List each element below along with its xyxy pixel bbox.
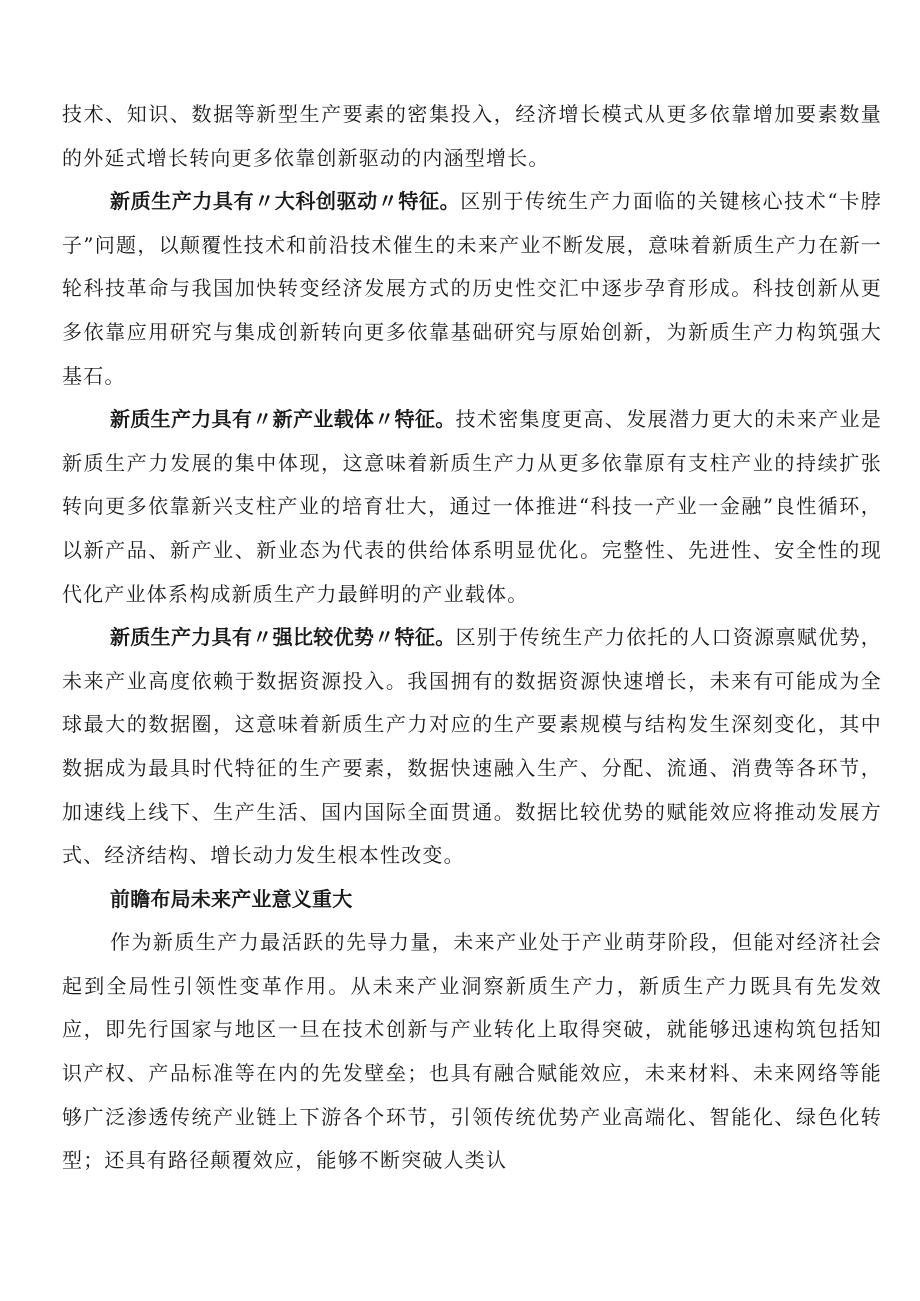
paragraph-continuation: [62, 93, 882, 180]
paragraph-text: 作为新质生产力最活跃的先导力量，未来产业处于产业萌芽阶段，但能对经济社会起到全局性引领性变革作用。从未来产业洞察新质生产力，新质生产力既具有先发效应，即先行国家与地区一旦在技术创新与产业转化上取得突破，就能够迅速构筑包括知识产权、产品标准等在内的先发壁垒；也具有融合赋能效应，未来材料、未来网络等能够广泛渗透传统产业链上下游各个环节，引领传统优势产业高端化、智能化、绿色化转型；还具有路径颠覆效应，能够不断突破人类认: [62, 930, 882, 1173]
section-heading: 前瞻布局未来产业意义重大: [110, 886, 353, 911]
paragraph-future-industry: [62, 921, 882, 1183]
paragraph-lead: 新质生产力具有〃新产业载体〃特征。: [110, 407, 456, 432]
paragraph-comparative-advantage: [62, 616, 882, 878]
paragraph-lead: 新质生产力具有〃大科创驱动〃特征。: [110, 189, 461, 214]
paragraph-text: 区别于传统生产力依托的人口资源禀赋优势，未来产业高度依赖于数据资源投入。我国拥有的数据资源快速增长，未来有可能成为全球最大的数据圈，这意味着新质生产力对应的生产要素规模与结构发生深刻变化，其中数据成为最具时代特征的生产要素，数据快速融入生产、分配、流通、消费等各环节，加速线上线下、生产生活、国内国际全面贯通。数据比较优势的赋能效应将推动发展方式、经济结构、增长动力发生根本性改变。: [62, 625, 883, 868]
paragraph-industry-carrier: [62, 398, 882, 616]
paragraph-text: 技术密集度更高、发展潜力更大的未来产业是新质生产力发展的集中体现，这意味着新质生产力从更多依靠原有支柱产业的持续扩张转向更多依靠新兴支柱产业的培育壮大，通过一体推进“科技一产业一金融”良性循环，以新产品、新产业、新业态为代表的供给体系明显优化。完整性、先进性、安全性的现代化产业体系构成新质生产力最鲜明的产业载体。: [62, 407, 883, 606]
paragraph-innovation-driven: [62, 180, 882, 398]
paragraph-text: 技术、知识、数据等新型生产要素的密集投入，经济增长模式从更多依靠增加要素数量的外延式增长转向更多依靠创新驱动的内涵型增长。: [62, 102, 882, 170]
paragraph-text: 区别于传统生产力面临的关键核心技术“卡脖子”问题，以颠覆性技术和前沿技术催生的未来产业不断发展，意味着新质生产力在新一轮科技革命与我国加快转变经济发展方式的历史性交汇中逐步孕育形成。科技创新从更多依靠应用研究与集成创新转向更多依靠基础研究与原始创新，为新质生产力构筑强大基石。: [62, 189, 882, 388]
document-body: [62, 93, 882, 1183]
paragraph-lead: 新质生产力具有〃强比较优势〃特征。: [110, 625, 456, 650]
